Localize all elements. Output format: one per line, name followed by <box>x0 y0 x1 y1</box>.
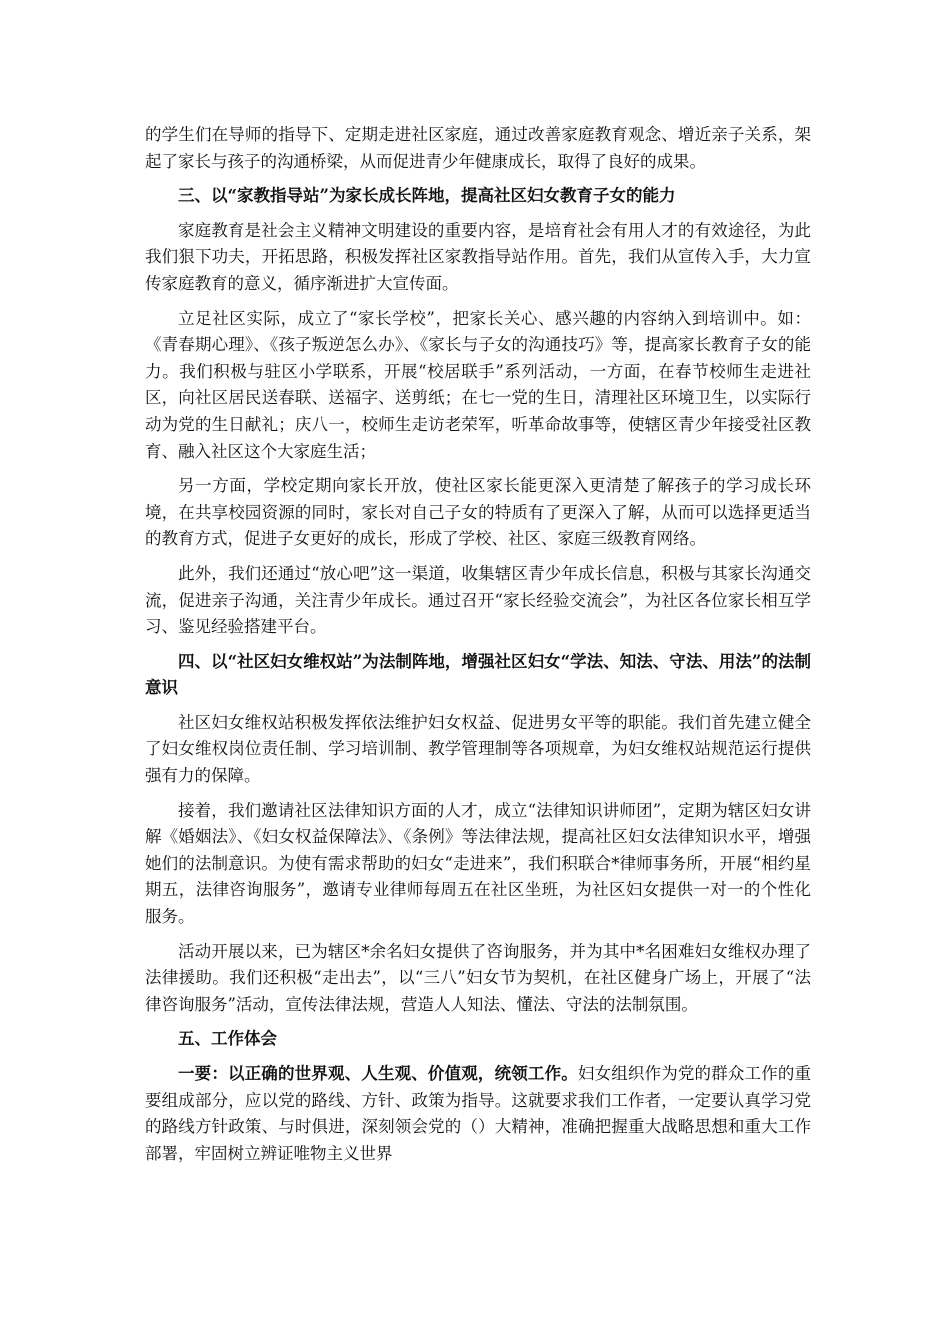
paragraph-lead-bold: 一要：以正确的世界观、人生观、价值观，统领工作。 <box>178 1064 578 1083</box>
section-heading-4: 四、以“社区妇女维权站”为法制阵地，增强社区妇女“学法、知法、守法、用法”的法制意识 <box>145 651 811 698</box>
paragraph-fangxinba: 此外，我们还通过“放心吧”这一渠道，收集辖区青少年成长信息，积极与其家长沟通交流，促进亲子沟通，关注青少年成长。通过召开“家长经验交流会”，为社区各位家长相互学习、鉴见经验搭建平台。 <box>145 563 811 637</box>
paragraph-parent-school: 立足社区实际，成立了“家长学校”，把家长关心、感兴趣的内容纳入到培训中。如：《青春期心理》、《孩子叛逆怎么办》、《家长与子女的沟通技巧》等，提高家长教育子女的能力。我们积极与驻区小学联系，开展“校居联手”系列活动，一方面，在春节校师生走进社区，向社区居民送春联、送福字、送剪纸；在七一党的生日，清理社区环境卫生，以实际行动为党的生日献礼；庆八一，校师生走访老荣军，听革命故事等，使辖区青少年接受社区教育、融入社区这个大家庭生活； <box>145 308 811 461</box>
paragraph-family-education: 家庭教育是社会主义精神文明建设的重要内容，是培育社会有用人才的有效途径，为此我们狠下功夫，开拓思路，积极发挥社区家教指导站作用。首先，我们从宣传入手，大力宣传家庭教育的意义，循序渐进扩大宣传面。 <box>145 220 811 293</box>
paragraph-school-open: 另一方面，学校定期向家长开放，使社区家长能更深入更清楚了解孩子的学习成长环境，在共享校园资源的同时，家长对自己子女的特质有了更深入了解，从而可以选择更适当的教育方式，促进子女更好的成长，形成了学校、社区、家庭三级教育网络。 <box>145 476 811 549</box>
paragraph-continuation: 的学生们在导师的指导下、定期走进社区家庭，通过改善家庭教育观念、增近亲子关系，架起了家长与孩子的沟通桥梁，从而促进青少年健康成长，取得了良好的成果。 <box>145 125 811 171</box>
paragraph-rights-station: 社区妇女维权站积极发挥依法维护妇女权益、促进男女平等的职能。我们首先建立健全了妇女维权岗位责任制、学习培训制、教学管理制等各项规章，为妇女维权站规范运行提供强有力的保障。 <box>145 712 811 786</box>
section-heading-3: 三、以“家教指导站”为家长成长阵地，提高社区妇女教育子女的能力 <box>178 186 676 206</box>
paragraph-experience-1 <box>145 1061 811 1167</box>
paragraph-lecturer-group: 接着，我们邀请社区法律知识方面的人才，成立“法律知识讲师团”，定期为辖区妇女讲解《婚姻法》、《妇女权益保障法》、《条例》等法律法规，提高社区妇女法律知识水平，增强她们的法制意识。为使有需求帮助的妇女“走进来”，我们积联合*律师事务所，开展“相约星期五，法律咨询服务”，邀请专业律师每周五在社区坐班，为社区妇女提供一对一的个性化服务。 <box>145 800 811 927</box>
document-page <box>145 122 811 1175</box>
section-heading-5: 五、工作体会 <box>178 1029 277 1049</box>
paragraph-activities: 活动开展以来，已为辖区*余名妇女提供了咨询服务，并为其中*名困难妇女维权办理了法律援助。我们还积极“走出去”，以“三八”妇女节为契机，在社区健身广场上，开展了“法律咨询服务”活动，宣传法律法规，营造人人知法、懂法、守法的法制氛围。 <box>145 941 811 1014</box>
paragraph-body: 妇女组织作为党的群众工作的重要组成部分，应以党的路线、方针、政策为指导。这就要求我们工作者，一定要认真学习党的路线方针政策、与时俱进，深刻领会党的（）大精神，准确把握重大战略思想和重大工作部署，牢固树立辨证唯物主义世界 <box>145 1064 812 1163</box>
